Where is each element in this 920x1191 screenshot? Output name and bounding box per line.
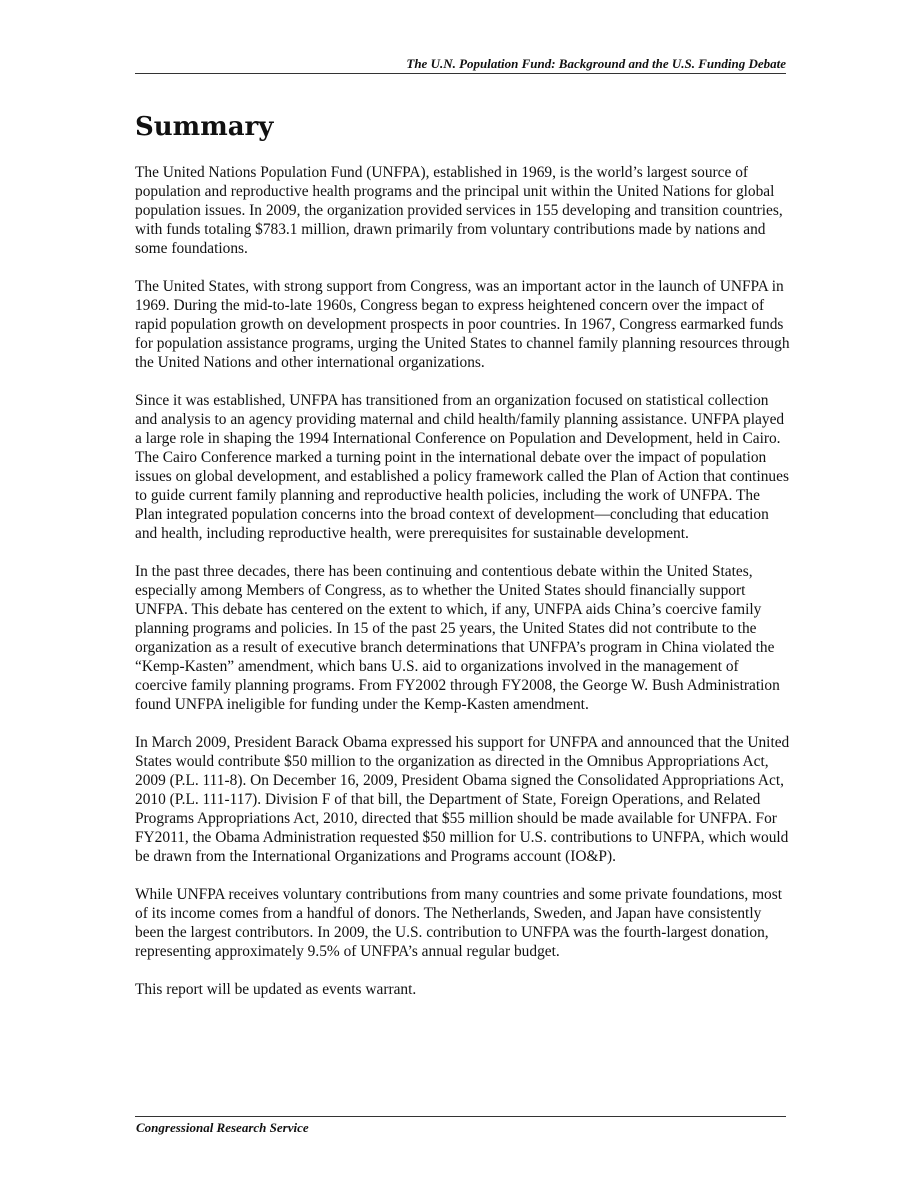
paragraph: While UNFPA receives voluntary contributions from many countries and some private foundations, most of its income comes from a handful of donors. The Netherlands, Sweden, and Japan have consistently been the largest contributors. In 2009, the U.S. contribution to UNFPA was the fourth-largest donation, representing approximately 9.5% of UNFPA’s annual regular budget. — [135, 886, 783, 960]
section-title: Summary — [135, 112, 274, 142]
paragraph: In March 2009, President Barack Obama expressed his support for UNFPA and announced that the United States would contribute $50 million to the organization as directed in the Omnibus Appropriations Act, 2009 (P.L. 111-8). On December 16, 2009, President Obama signed the Consolidated Appropriations Act, 2010 (P.L. 111-117). Division F of that bill, the Department of State, Foreign Operations, and Related Programs Appropriations Act, 2010, directed that $55 million should be made available for UNFPA. For FY2011, the Obama Administration requested $50 million for U.S. contributions to UNFPA, which would be drawn from the International Organizations and Programs account (IO&P). — [135, 734, 790, 865]
header-divider — [135, 73, 786, 74]
paragraph: In the past three decades, there has been continuing and contentious debate within the United States, especially among Members of Congress, as to whether the United States should financially support UNFPA. This debate has centered on the extent to which, if any, UNFPA aids China’s coercive family planning programs and policies. In 15 of the past 25 years, the United States did not contribute to the organization as a result of executive branch determinations that UNFPA’s program in China violated the “Kemp-Kasten” amendment, which bans U.S. aid to organizations involved in the management of coercive family planning programs. From FY2002 through FY2008, the George W. Bush Administration found UNFPA ineligible for funding under the Kemp-Kasten amendment. — [135, 563, 780, 713]
paragraph: The United States, with strong support from Congress, was an important actor in the launch of UNFPA in 1969. During the mid-to-late 1960s, Congress began to express heightened concern over the impact of rapid population growth on development prospects in poor countries. In 1967, Congress earmarked funds for population assistance programs, urging the United States to channel family planning resources through the United Nations and other international organizations. — [135, 278, 790, 371]
footer-divider — [135, 1116, 786, 1117]
paragraph: The United Nations Population Fund (UNFPA), established in 1969, is the world’s largest source of population and reproductive health programs and the principal unit within the United Nations for global population issues. In 2009, the organization provided services in 155 developing and transition countries, with funds totaling $783.1 million, drawn primarily from voluntary contributions made by nations and some foundations. — [135, 164, 783, 257]
paragraph: Since it was established, UNFPA has transitioned from an organization focused on statistical collection and analysis to an agency providing maternal and child health/family planning assistance. UNFPA played a large role in shaping the 1994 International Conference on Population and Development, held in Cairo. The Cairo Conference marked a turning point in the international debate over the impact of population issues on global development, and established a policy framework called the Plan of Action that continues to guide current family planning and reproductive health policies, including the work of UNFPA. The Plan integrated population concerns into the broad context of development—concluding that education and health, including reproductive health, were prerequisites for sustainable development. — [135, 392, 789, 542]
summary-body — [135, 163, 791, 1018]
paragraph: This report will be updated as events warrant. — [135, 981, 417, 998]
footer-publisher: Congressional Research Service — [136, 1120, 309, 1135]
running-header: The U.N. Population Fund: Background and the U.S. Funding Debate — [406, 56, 786, 71]
